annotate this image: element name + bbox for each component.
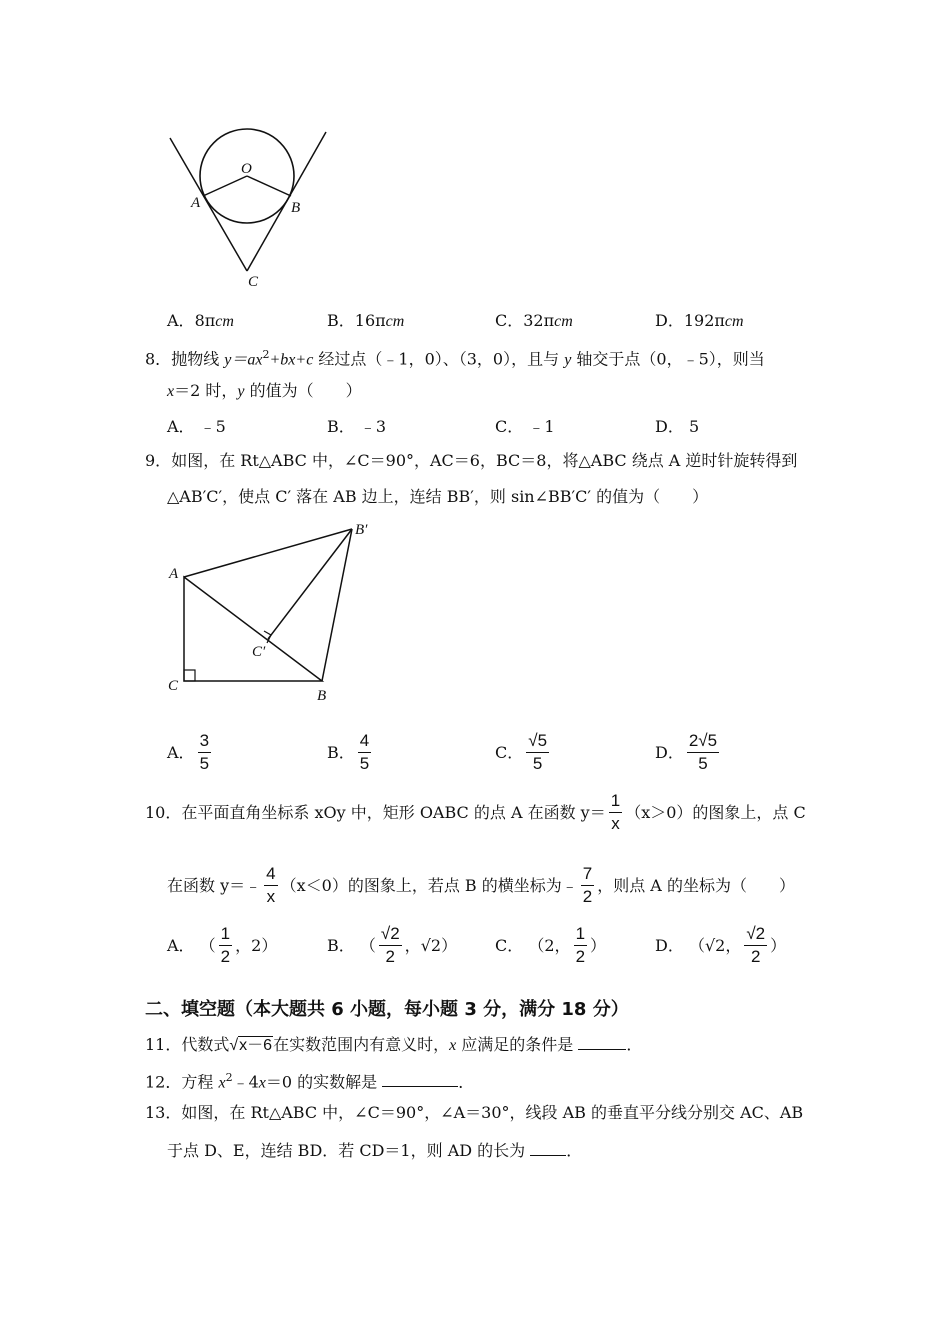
q10-option-c[interactable]: C． （ 2 ， $\frac{1}{2}$ ） bbox=[495, 924, 607, 966]
label-C: C bbox=[168, 678, 179, 694]
q10-number: 10． bbox=[145, 802, 182, 822]
q11: 11．代数式√x－6在实数范围内有意义时，x 应满足的条件是 ． bbox=[145, 1035, 643, 1054]
q9-option-b[interactable]: B． $\frac{4}{5}$ bbox=[327, 731, 370, 773]
label-A: A bbox=[169, 566, 179, 582]
q10-line2: 在函数 y＝﹣ $\frac{4}{x}$ （x＜0）的图象上，若点 B 的横坐标为﹣ $\frac{7}{2}$ ，则点 A 的坐标为（ ） bbox=[167, 864, 795, 906]
q8-line2: x＝2 时，y 的值为（ ） bbox=[167, 381, 362, 400]
label-C-prime: C′ bbox=[252, 644, 266, 660]
q13-line2: 于点 D、E，连结 BD．若 CD＝1，则 AD 的长为 ． bbox=[167, 1141, 583, 1160]
q12-number: 12． bbox=[145, 1072, 182, 1092]
label-A: A bbox=[191, 195, 201, 211]
q9-number: 9． bbox=[145, 451, 172, 470]
q11-radical: √x－6 bbox=[229, 1037, 273, 1054]
label-B: B bbox=[317, 688, 327, 704]
q8-option-c[interactable]: C． ﹣1 bbox=[495, 417, 555, 436]
q12-answer-blank[interactable] bbox=[382, 1070, 458, 1087]
q13-answer-blank[interactable] bbox=[530, 1139, 566, 1156]
q10-option-d[interactable]: D． （ √2 ， $\frac{√2}{2}$ ） bbox=[655, 924, 787, 966]
q11-number: 11． bbox=[145, 1035, 182, 1054]
label-B: B bbox=[291, 200, 301, 216]
q7-circle-figure bbox=[160, 122, 340, 297]
q9-option-d[interactable]: D． $\frac{2√5}{5}$ bbox=[655, 731, 718, 773]
section-title: 二、填空题（本大题共 6 小题，每小题 3 分，满分 18 分） bbox=[145, 999, 629, 1020]
q8-line1: 8．抛物线 $y=ax^2+bx+c$ 经过点（﹣1，0）、（3，0），且与 y 轴交于点（0，﹣5），则当 bbox=[145, 348, 765, 369]
q8-option-d[interactable]: D． 5 bbox=[655, 417, 700, 436]
q12: 12．方程 $x^2﹣4x=0$ 的实数解是 ． bbox=[145, 1071, 475, 1092]
label-B-prime: B′ bbox=[355, 522, 368, 538]
q8-number: 8． bbox=[145, 349, 172, 369]
q10-option-b[interactable]: B． （ $\frac{√2}{2}$ ， √2 ） bbox=[327, 924, 458, 966]
q11-answer-blank[interactable] bbox=[578, 1033, 626, 1050]
q9-line1: 9．如图，在 Rt△ABC 中，∠C＝90°，AC＝6，BC＝8，将△ABC 绕点 A 逆时针旋转得到 bbox=[145, 451, 798, 470]
q9-option-a[interactable]: A． $\frac{3}{5}$ bbox=[167, 731, 210, 773]
q7-option-b[interactable]: B．16πcm bbox=[327, 311, 405, 330]
q8-option-a[interactable]: A． ﹣5 bbox=[167, 417, 226, 436]
label-O: O bbox=[241, 161, 252, 177]
q10-option-a[interactable]: A． （ $\frac{1}{2}$ ， 2 ） bbox=[167, 924, 278, 966]
q13-line1: 13．如图，在 Rt△ABC 中，∠C＝90°，∠A＝30°，线段 AB 的垂直平分线分别交 AC、AB bbox=[145, 1103, 804, 1122]
q9-line2: △AB′C′，使点 C′ 落在 AB 边上，连结 BB′，则 sin∠BB′C′ 的值为（ ） bbox=[167, 487, 709, 506]
q7-option-c[interactable]: C．32πcm bbox=[495, 311, 573, 330]
q8-option-b[interactable]: B． ﹣3 bbox=[327, 417, 387, 436]
q13-number: 13． bbox=[145, 1103, 182, 1122]
q9-triangle-figure bbox=[160, 518, 380, 708]
q7-option-d[interactable]: D．192πcm bbox=[655, 311, 744, 330]
label-C: C bbox=[248, 274, 259, 290]
q7-option-a[interactable]: A．8πcm bbox=[167, 311, 234, 330]
q9-option-c[interactable]: C． $\frac{√5}{5}$ bbox=[495, 731, 548, 773]
q10-line1: 10． 在平面直角坐标系 xOy 中，矩形 OABC 的点 A 在函数 y＝ $\frac{1}{x}$ （x＞0）的图象上，点 C bbox=[145, 791, 806, 833]
